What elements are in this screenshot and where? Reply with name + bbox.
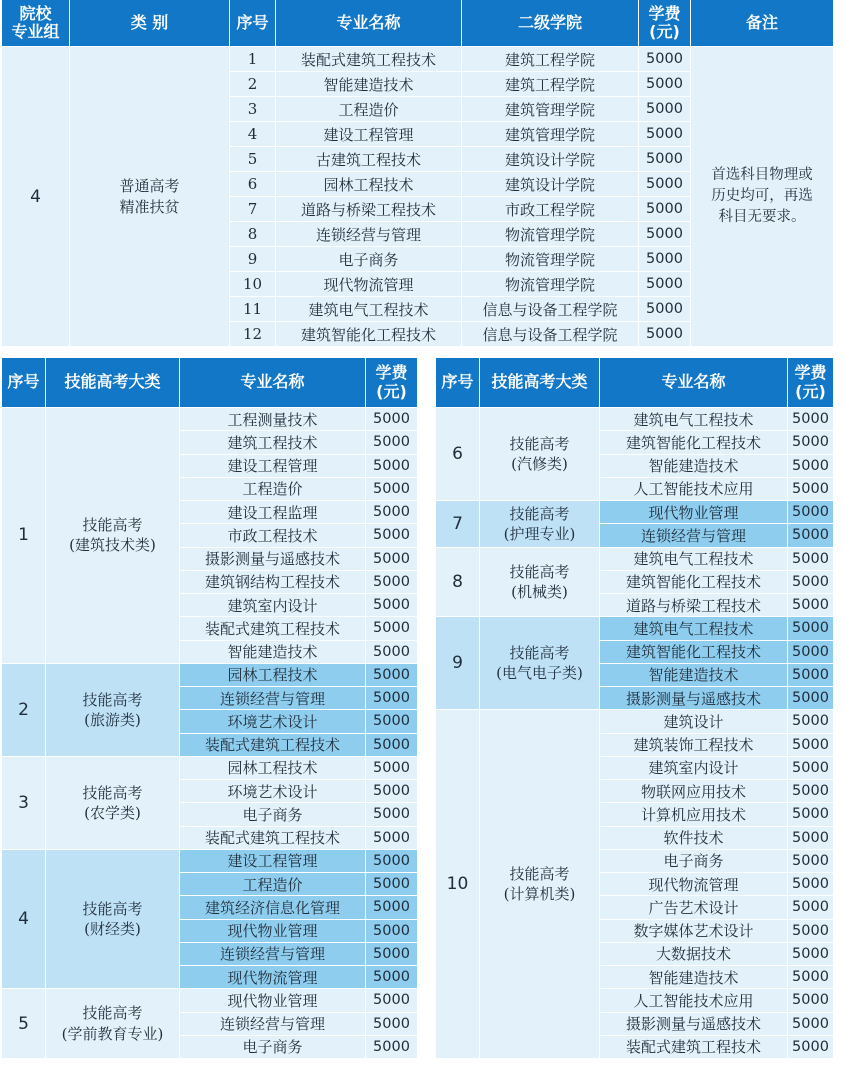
major-header: 专业名称 [600, 358, 788, 408]
note-header: 备注 [691, 0, 834, 47]
major-header: 专业名称 [276, 0, 462, 47]
major-cell: 智能建造技术 [180, 641, 366, 664]
major-cell: 连锁经营与管理 [180, 1013, 366, 1036]
major-cell: 古建筑工程技术 [276, 147, 462, 172]
category-cell: 技能高考 (财经类) [46, 850, 180, 990]
fee-cell: 5000 [788, 710, 834, 733]
category-header: 类 别 [70, 0, 230, 47]
fee-cell: 5000 [366, 641, 418, 664]
fee-cell: 5000 [788, 780, 834, 803]
major-cell: 工程测量技术 [180, 408, 366, 431]
major-cell: 装配式建筑工程技术 [600, 1036, 788, 1059]
fee-cell: 5000 [788, 873, 834, 896]
fee-cell: 5000 [366, 896, 418, 919]
major-cell: 连锁经营与管理 [180, 687, 366, 710]
major-cell: 连锁经营与管理 [600, 524, 788, 547]
major-cell: 装配式建筑工程技术 [276, 47, 462, 72]
table-row [2, 408, 418, 431]
left-table [2, 358, 418, 1059]
seq-header: 序号 [230, 0, 276, 47]
fee-cell: 5000 [788, 548, 834, 571]
fee-cell: 5000 [788, 501, 834, 524]
group-number: 5 [2, 989, 46, 1059]
major-cell: 建筑电气工程技术 [600, 548, 788, 571]
fee-cell: 5000 [788, 734, 834, 757]
fee-cell: 5000 [639, 197, 691, 222]
category-cell: 技能高考 (旅游类) [46, 664, 180, 757]
right-table [436, 358, 834, 1059]
right-header-row [436, 358, 834, 408]
fee-cell: 5000 [366, 780, 418, 803]
seq-cell: 8 [230, 222, 276, 247]
fee-cell: 5000 [788, 943, 834, 966]
major-cell: 工程造价 [180, 873, 366, 896]
category-cell: 技能高考 (电气电子类) [480, 617, 600, 710]
group-number: 6 [436, 408, 480, 501]
major-cell: 广告艺术设计 [600, 896, 788, 919]
seq-cell: 1 [230, 47, 276, 72]
major-cell: 摄影测量与遥感技术 [180, 548, 366, 571]
seq-cell: 5 [230, 147, 276, 172]
major-cell: 智能建造技术 [600, 664, 788, 687]
fee-cell: 5000 [639, 122, 691, 147]
major-cell: 装配式建筑工程技术 [180, 617, 366, 640]
fee-cell: 5000 [788, 594, 834, 617]
major-cell: 建筑室内设计 [180, 594, 366, 617]
major-cell: 软件技术 [600, 827, 788, 850]
major-cell: 摄影测量与遥感技术 [600, 1013, 788, 1036]
fee-cell: 5000 [639, 247, 691, 272]
seq-cell: 7 [230, 197, 276, 222]
major-cell: 连锁经营与管理 [276, 222, 462, 247]
major-cell: 智能建造技术 [600, 455, 788, 478]
table-row [2, 664, 418, 687]
fee-cell: 5000 [366, 617, 418, 640]
major-cell: 电子商务 [180, 1036, 366, 1059]
group-number: 8 [436, 548, 480, 618]
fee-cell: 5000 [639, 172, 691, 197]
fee-cell: 5000 [366, 873, 418, 896]
college-header: 二级学院 [462, 0, 639, 47]
seq-cell: 11 [230, 297, 276, 322]
table-row [2, 850, 418, 873]
major-cell: 现代物业管理 [180, 989, 366, 1012]
fee-cell: 5000 [788, 1013, 834, 1036]
fee-header: 学费 (元) [788, 358, 834, 408]
major-cell: 连锁经营与管理 [180, 943, 366, 966]
college-cell: 物流管理学院 [462, 272, 639, 297]
seq-cell: 6 [230, 172, 276, 197]
fee-cell: 5000 [788, 920, 834, 943]
college-cell: 建筑工程学院 [462, 72, 639, 97]
major-cell: 建筑电气工程技术 [600, 408, 788, 431]
major-cell: 人工智能技术应用 [600, 478, 788, 501]
major-cell: 建筑钢结构工程技术 [180, 571, 366, 594]
category-cell: 技能高考 (机械类) [480, 548, 600, 618]
major-cell: 工程造价 [276, 97, 462, 122]
seq-header: 序号 [2, 358, 46, 408]
college-cell: 信息与设备工程学院 [462, 322, 639, 347]
major-cell: 工程造价 [180, 478, 366, 501]
college-cell: 信息与设备工程学院 [462, 297, 639, 322]
top-table [2, 0, 834, 347]
fee-cell: 5000 [366, 408, 418, 431]
seq-cell: 4 [230, 122, 276, 147]
major-cell: 智能建造技术 [276, 72, 462, 97]
category-cell: 技能高考 (计算机类) [480, 710, 600, 1059]
major-cell: 建筑经济信息化管理 [180, 896, 366, 919]
fee-cell: 5000 [639, 322, 691, 347]
fee-cell: 5000 [366, 989, 418, 1012]
seq-cell: 9 [230, 247, 276, 272]
major-cell: 建设工程监理 [180, 501, 366, 524]
major-cell: 环境艺术设计 [180, 710, 366, 733]
fee-cell: 5000 [788, 641, 834, 664]
major-cell: 园林工程技术 [180, 664, 366, 687]
category-cell: 技能高考 (护理专业) [480, 501, 600, 548]
major-header: 专业名称 [180, 358, 366, 408]
major-cell: 市政工程技术 [180, 524, 366, 547]
college-cell: 建筑设计学院 [462, 172, 639, 197]
college-cell: 物流管理学院 [462, 247, 639, 272]
college-cell: 建筑管理学院 [462, 122, 639, 147]
major-cell: 现代物流管理 [600, 873, 788, 896]
group-number: 2 [2, 664, 46, 757]
fee-header: 学费 (元) [366, 358, 418, 408]
fee-cell: 5000 [788, 664, 834, 687]
group-number: 7 [436, 501, 480, 548]
major-cell: 建筑工程技术 [180, 431, 366, 454]
fee-cell: 5000 [366, 455, 418, 478]
table-row [2, 757, 418, 780]
note-cell: 首选科目物理或 历史均可，再选 科目无要求。 [691, 47, 834, 347]
fee-cell: 5000 [366, 827, 418, 850]
major-cell: 建设工程管理 [180, 455, 366, 478]
table-row [436, 617, 834, 640]
fee-cell: 5000 [366, 734, 418, 757]
category-header: 技能高考大类 [480, 358, 600, 408]
fee-cell: 5000 [788, 478, 834, 501]
category-cell: 普通高考 精准扶贫 [70, 47, 230, 347]
fee-cell: 5000 [788, 1036, 834, 1059]
fee-cell: 5000 [788, 827, 834, 850]
group-number: 10 [436, 710, 480, 1059]
fee-cell: 5000 [366, 478, 418, 501]
group-header: 院校 专业组 [2, 0, 70, 47]
fee-cell: 5000 [366, 664, 418, 687]
major-cell: 道路与桥梁工程技术 [600, 594, 788, 617]
fee-cell: 5000 [366, 1036, 418, 1059]
group-number: 4 [2, 47, 70, 347]
fee-cell: 5000 [366, 757, 418, 780]
major-cell: 装配式建筑工程技术 [180, 827, 366, 850]
major-cell: 现代物流管理 [180, 966, 366, 989]
major-cell: 建筑电气工程技术 [600, 617, 788, 640]
major-cell: 计算机应用技术 [600, 803, 788, 826]
major-cell: 园林工程技术 [180, 757, 366, 780]
fee-cell: 5000 [366, 431, 418, 454]
group-number: 9 [436, 617, 480, 710]
fee-cell: 5000 [788, 617, 834, 640]
seq-cell: 2 [230, 72, 276, 97]
major-cell: 人工智能技术应用 [600, 989, 788, 1012]
major-cell: 电子商务 [600, 850, 788, 873]
major-cell: 现代物业管理 [600, 501, 788, 524]
seq-cell: 10 [230, 272, 276, 297]
major-cell: 智能建造技术 [600, 966, 788, 989]
major-cell: 园林工程技术 [276, 172, 462, 197]
major-cell: 数字媒体艺术设计 [600, 920, 788, 943]
major-cell: 建设工程管理 [180, 850, 366, 873]
table-row [436, 501, 834, 524]
table-row [436, 408, 834, 431]
fee-cell: 5000 [639, 222, 691, 247]
college-cell: 建筑管理学院 [462, 97, 639, 122]
fee-cell: 5000 [639, 47, 691, 72]
major-cell: 建筑设计 [600, 710, 788, 733]
table-row [2, 989, 418, 1012]
major-cell: 物联网应用技术 [600, 780, 788, 803]
college-cell: 建筑设计学院 [462, 147, 639, 172]
major-cell: 环境艺术设计 [180, 780, 366, 803]
major-cell: 现代物流管理 [276, 272, 462, 297]
table-row [436, 710, 834, 733]
fee-cell: 5000 [788, 687, 834, 710]
fee-cell: 5000 [788, 431, 834, 454]
fee-cell: 5000 [788, 966, 834, 989]
table-row [2, 47, 834, 72]
major-cell: 道路与桥梁工程技术 [276, 197, 462, 222]
major-cell: 建筑智能化工程技术 [600, 571, 788, 594]
major-cell: 装配式建筑工程技术 [180, 734, 366, 757]
major-cell: 电子商务 [276, 247, 462, 272]
category-cell: 技能高考 (汽修类) [480, 408, 600, 501]
category-cell: 技能高考 (学前教育专业) [46, 989, 180, 1059]
group-number: 4 [2, 850, 46, 990]
fee-cell: 5000 [366, 920, 418, 943]
fee-cell: 5000 [639, 72, 691, 97]
major-cell: 现代物业管理 [180, 920, 366, 943]
left-header-row [2, 358, 418, 408]
major-cell: 建筑智能化工程技术 [600, 431, 788, 454]
fee-cell: 5000 [788, 989, 834, 1012]
fee-cell: 5000 [366, 548, 418, 571]
fee-cell: 5000 [788, 803, 834, 826]
fee-cell: 5000 [366, 803, 418, 826]
fee-cell: 5000 [639, 97, 691, 122]
fee-cell: 5000 [788, 408, 834, 431]
category-cell: 技能高考 (农学类) [46, 757, 180, 850]
seq-cell: 3 [230, 97, 276, 122]
seq-header: 序号 [436, 358, 480, 408]
fee-cell: 5000 [788, 896, 834, 919]
fee-cell: 5000 [788, 757, 834, 780]
fee-header: 学费 (元) [639, 0, 691, 47]
fee-cell: 5000 [366, 966, 418, 989]
group-number: 3 [2, 757, 46, 850]
major-cell: 建筑电气工程技术 [276, 297, 462, 322]
fee-cell: 5000 [366, 687, 418, 710]
major-cell: 建筑智能化工程技术 [276, 322, 462, 347]
major-cell: 大数据技术 [600, 943, 788, 966]
major-cell: 建筑室内设计 [600, 757, 788, 780]
fee-cell: 5000 [366, 524, 418, 547]
major-cell: 摄影测量与遥感技术 [600, 687, 788, 710]
table-row [436, 548, 834, 571]
fee-cell: 5000 [639, 297, 691, 322]
fee-cell: 5000 [366, 1013, 418, 1036]
fee-cell: 5000 [366, 501, 418, 524]
fee-cell: 5000 [366, 850, 418, 873]
group-number: 1 [2, 408, 46, 664]
seq-cell: 12 [230, 322, 276, 347]
fee-cell: 5000 [788, 455, 834, 478]
category-header: 技能高考大类 [46, 358, 180, 408]
top-header-row [2, 0, 834, 47]
college-cell: 建筑工程学院 [462, 47, 639, 72]
fee-cell: 5000 [788, 524, 834, 547]
fee-cell: 5000 [366, 571, 418, 594]
major-cell: 建设工程管理 [276, 122, 462, 147]
college-cell: 市政工程学院 [462, 197, 639, 222]
fee-cell: 5000 [366, 594, 418, 617]
major-cell: 建筑智能化工程技术 [600, 641, 788, 664]
college-cell: 物流管理学院 [462, 222, 639, 247]
fee-cell: 5000 [788, 850, 834, 873]
fee-cell: 5000 [639, 147, 691, 172]
fee-cell: 5000 [639, 272, 691, 297]
fee-cell: 5000 [788, 571, 834, 594]
major-cell: 电子商务 [180, 803, 366, 826]
major-cell: 建筑装饰工程技术 [600, 734, 788, 757]
category-cell: 技能高考 (建筑技术类) [46, 408, 180, 664]
fee-cell: 5000 [366, 943, 418, 966]
fee-cell: 5000 [366, 710, 418, 733]
